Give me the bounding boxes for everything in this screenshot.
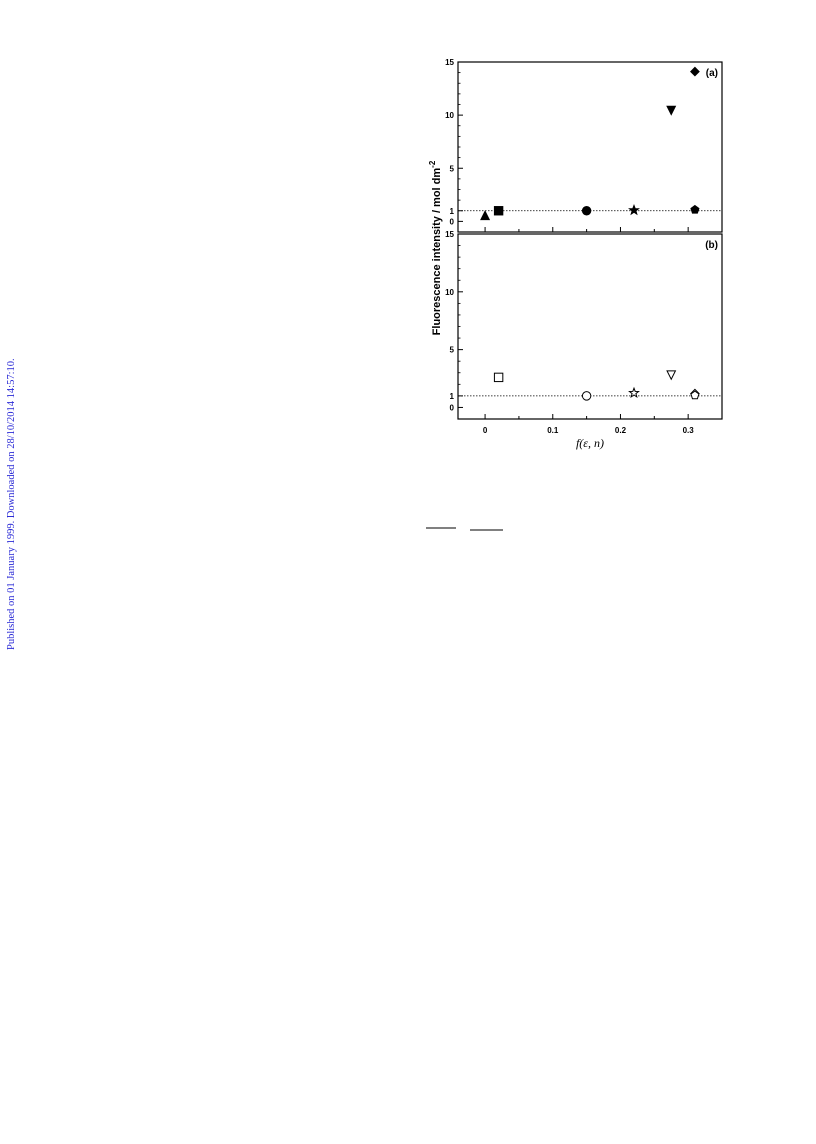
data-point-a-circle [582,207,590,215]
y-tick-label-a: 10 [445,111,454,121]
x-tick-label: 0.3 [682,426,694,435]
extra-rules [426,528,503,530]
x-tick-label: 0 [482,426,488,435]
y-tick-label-b: 15 [445,230,454,239]
data-point-b-circle [582,392,590,400]
panel-a [445,58,722,232]
data-point-a-pentagon [691,205,699,213]
y-tick-label-a: 0 [449,217,454,227]
y-tick-label-a: 15 [445,58,454,67]
axis-titles [428,160,694,450]
plot-frame-b [458,234,722,419]
panel-label-b: (b) [705,240,718,251]
y-axis-title-superscript: -2 [428,160,437,168]
y-tick-label-b: 10 [445,287,454,297]
y-tick-label-b: 5 [449,345,454,355]
data-point-b-square [494,373,502,381]
y-axis-title-main: Fluorescence intensity / mol dm [431,167,443,336]
y-tick-label-b: 0 [449,403,454,413]
data-point-a-diamond [691,67,699,75]
y-axis-title [428,160,443,335]
panel-label-a: (a) [705,68,718,79]
y-tick-label-a: 1 [449,206,454,216]
x-tick-label: 0.1 [547,426,559,435]
data-point-a-triangle-up [481,211,489,219]
panel-b [445,230,722,419]
data-point-b-triangle-down [667,371,675,379]
side-note-text: Published on 01 January 1999. Downloaded on 28/10/2014 14:57:10. [6,358,17,650]
y-tick-label-b: 1 [449,391,454,401]
data-point-a-star [629,205,638,214]
x-tick-label: 0.2 [614,426,627,435]
data-point-a-triangle-down [667,106,675,114]
y-tick-label-a: 5 [449,164,454,174]
x-axis-title: f(ε, n) [575,436,605,450]
data-point-a-square [494,207,502,215]
data-point-b-star [629,388,638,397]
